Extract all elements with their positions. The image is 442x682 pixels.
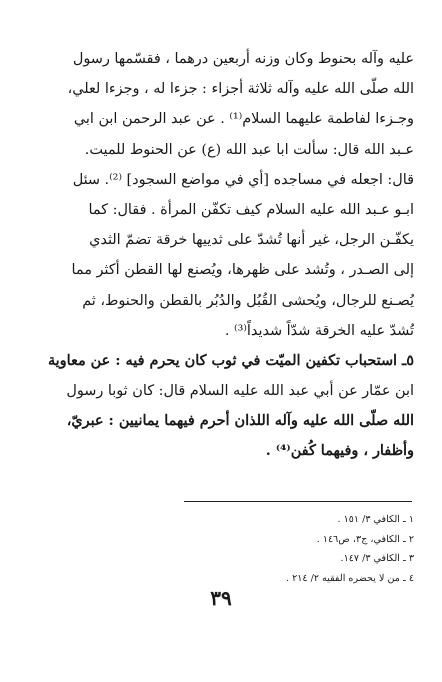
text-line: عليه وآله بحنوط وكان وزنه أربعين درهما ، فقسّمها رسول — [72, 51, 414, 67]
text-line: ابـو عـبد الله عليه السلام كيف تكفّن المرأة . فقال: كما — [88, 201, 414, 218]
footnotes — [154, 510, 414, 588]
footnote: ٣ ـ الكافي ٣/ ١٤٧. — [340, 553, 414, 565]
text-line: عـبد الله قال: سألت ابا عبد الله (ع) عن الحنوط للميت. — [84, 141, 414, 158]
main-text-block — [28, 44, 414, 467]
footnote: ٤ ـ من لا يحضره الفقيه ٢/ ٢١٤ . — [285, 572, 414, 584]
footnote: ١ ـ الكافي ٣/ ١٥١ . — [337, 514, 414, 525]
text-line: قال: اجعله في مساجده [أي في مواضع السجود] ⁽²⁾. سئل — [72, 171, 414, 188]
footnote: ٢ ـ الكافي، ج٣، ص١٤٦ . — [316, 533, 414, 545]
section-heading: ٥ـ استحباب تكفين الميّت في ثوب كان يحرم فيه : عن معاوية — [47, 351, 414, 369]
text-line: يُصـنع للرجال، ويُحشى القُبُل والدُبُر بالقطن والحنوط، ثم — [82, 292, 414, 309]
text-line: وأظفار ، وفيهما كُفن⁽⁴⁾ . — [265, 442, 414, 460]
text-line: وجـزءا لفاطمة عليهما السلام⁽¹⁾ . عن عبد الرحمن ابن ابي — [73, 111, 414, 128]
footnote-divider — [184, 501, 412, 502]
page-number: ٣٩ — [210, 586, 232, 610]
text-line: يكفّـن الرجل، غير أنها تُشدّ على ثدييها خرقة تضمّ الثدي — [89, 232, 414, 249]
text-line: الله صلّى الله عليه وآله اللذان أحرم فيهما يمانيين : عبريّ، — [66, 412, 414, 430]
text-line: الله صلّى الله عليه وآله ثلاثة أجزاء : جزءا له ، وجزءا لعلي، — [67, 81, 414, 98]
text-line: تُشدّ عليه الخرقة شدّاً شديداً⁽³⁾ . — [224, 322, 414, 339]
text-line: إلى الصـدر ، وتُشد على ظهرها، ويُصنع لها القطن أكثر مما — [71, 262, 414, 279]
text-line: ابن عمّار عن أبي عبد الله عليه السلام قال: كان ثوبا رسول — [66, 383, 414, 400]
